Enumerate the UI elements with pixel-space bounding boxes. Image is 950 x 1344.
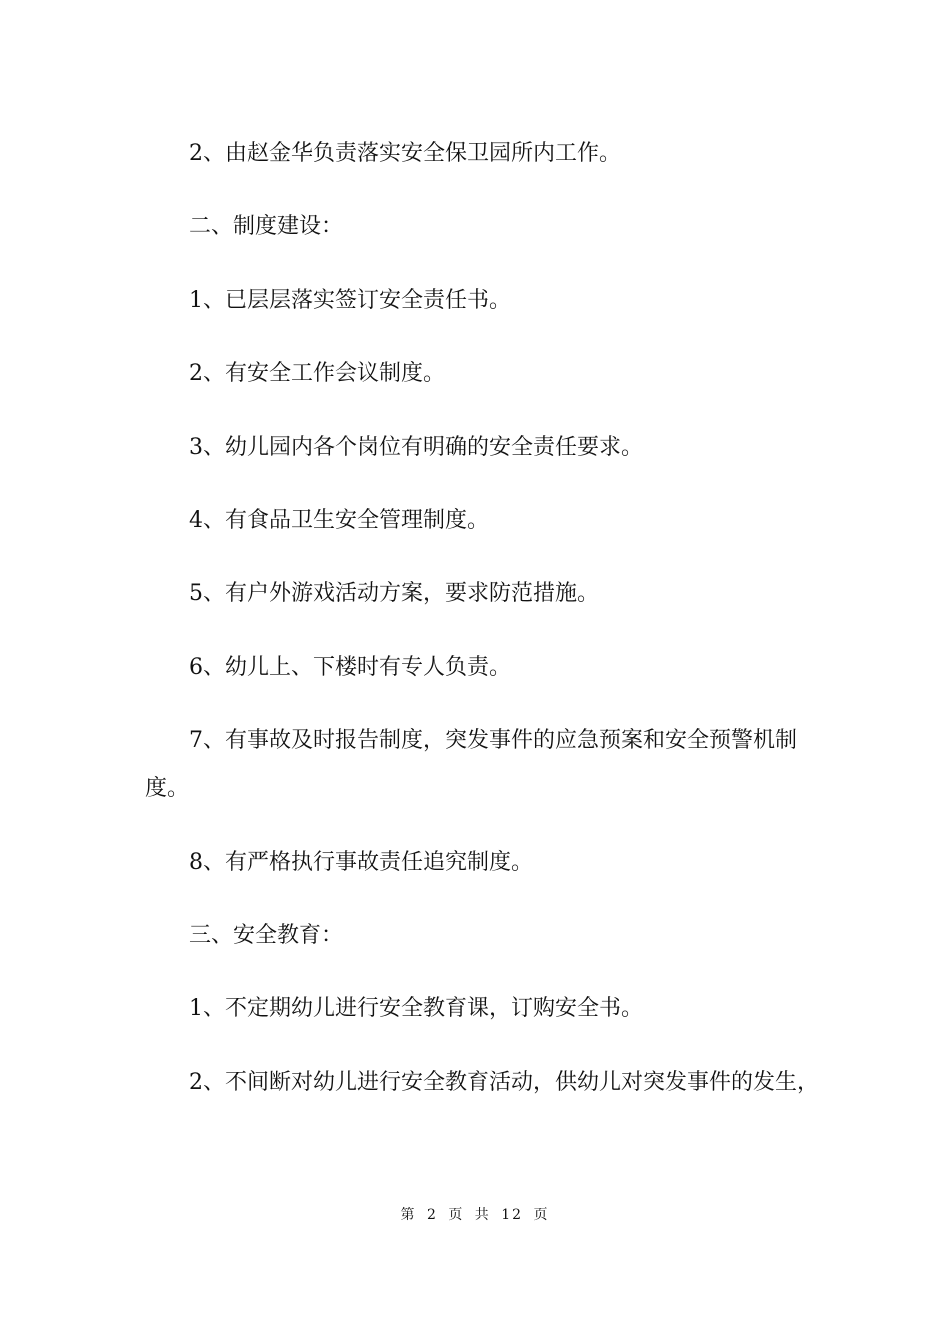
paragraph-5: 3、幼儿园内各个岗位有明确的安全责任要求。 [189,434,643,460]
footer-total-pages: 12 [501,1207,524,1223]
paragraph-3: 1、已层层落实签订安全责任书。 [189,287,511,313]
paragraph-7: 5、有户外游戏活动方案，要求防范措施。 [189,581,599,607]
document-body [145,130,825,1132]
paragraph-1: 2、由赵金华负责落实安全保卫园所内工作。 [189,141,621,166]
paragraph-8: 6、幼儿上、下楼时有专人负责。 [189,654,511,680]
footer-current-page: 2 [426,1207,438,1223]
paragraph-6: 4、有食品卫生安全管理制度。 [189,507,489,533]
footer-prefix: 第 [400,1207,417,1223]
section-heading-safety-education: 三、安全教育： [189,922,344,948]
footer-page-word: 页 [448,1207,465,1223]
paragraph-10: 8、有严格执行事故责任追究制度。 [189,849,533,875]
footer-page-word-end: 页 [533,1207,550,1223]
page-footer [0,1204,950,1224]
paragraph-4: 2、有安全工作会议制度。 [189,361,445,387]
paragraph-9: 7、有事故及时报告制度，突发事件的应急预案和安全预警机制度。 [145,728,797,802]
section-heading-system-building: 二、制度建设： [189,214,344,240]
paragraph-12: 1、不定期幼儿进行安全教育课，订购安全书。 [189,996,643,1022]
paragraph-13: 2、不间断对幼儿进行安全教育活动，供幼儿对突发事件的发生， [189,1069,819,1095]
footer-total-prefix: 共 [474,1207,491,1223]
